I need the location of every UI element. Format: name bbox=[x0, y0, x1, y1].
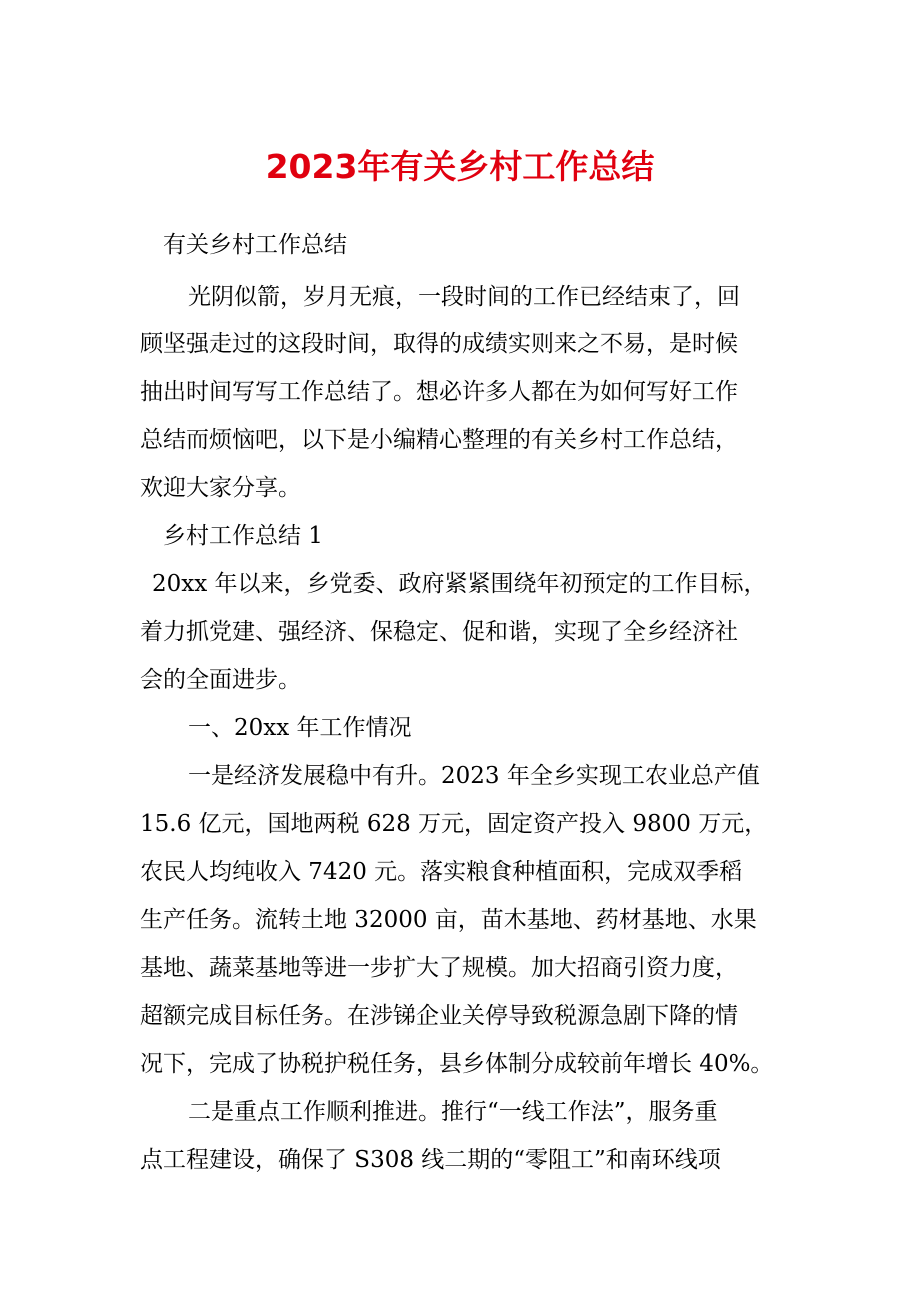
document-title: 2023年有关乡村工作总结 bbox=[265, 147, 655, 186]
paragraph-line: 农民人均纯收入 7420 元。落实粮食种植面积，完成双季稻 bbox=[140, 859, 743, 885]
paragraph-line: 抽出时间写写工作总结了。想必许多人都在为如何写好工作 bbox=[140, 379, 738, 405]
section-heading: 一、20xx 年工作情况 bbox=[188, 715, 412, 741]
paragraph-line: 点工程建设，确保了 S308 线二期的“零阻工”和南环线项 bbox=[140, 1147, 721, 1173]
paragraph-line: 欢迎大家分享。 bbox=[140, 475, 301, 501]
paragraph-line: 15.6 亿元，国地两税 628 万元，固定资产投入 9800 万元， bbox=[140, 811, 768, 837]
paragraph-line: 会的全面进步。 bbox=[140, 667, 301, 693]
paragraph-line: 况下，完成了协税护税任务，县乡体制分成较前年增长 40%。 bbox=[140, 1051, 774, 1077]
section-heading: 有关乡村工作总结 bbox=[163, 232, 347, 258]
paragraph-line: 超额完成目标任务。在涉锑企业关停导致税源急剧下降的情 bbox=[140, 1003, 738, 1029]
paragraph-line: 总结而烦恼吧，以下是小编精心整理的有关乡村工作总结， bbox=[140, 427, 738, 453]
paragraph-line: 生产任务。流转土地 32000 亩，苗木基地、药材基地、水果 bbox=[140, 907, 757, 933]
paragraph-line: 着力抓党建、强经济、保稳定、促和谐，实现了全乡经济社 bbox=[140, 619, 738, 645]
paragraph-line: 一是经济发展稳中有升。2023 年全乡实现工农业总产值 bbox=[188, 763, 760, 789]
paragraph-line: 20xx 年以来，乡党委、政府紧紧围绕年初预定的工作目标， bbox=[152, 571, 767, 597]
paragraph-line: 二是重点工作顺利推进。推行“一线工作法”，服务重 bbox=[188, 1099, 718, 1125]
paragraph-line: 顾坚强走过的这段时间，取得的成绩实则来之不易，是时候 bbox=[140, 331, 738, 357]
paragraph-line: 光阴似箭，岁月无痕，一段时间的工作已经结束了，回 bbox=[188, 284, 740, 310]
section-heading: 乡村工作总结 1 bbox=[163, 523, 323, 549]
paragraph-line: 基地、蔬菜基地等进一步扩大了规模。加大招商引资力度， bbox=[140, 955, 738, 981]
